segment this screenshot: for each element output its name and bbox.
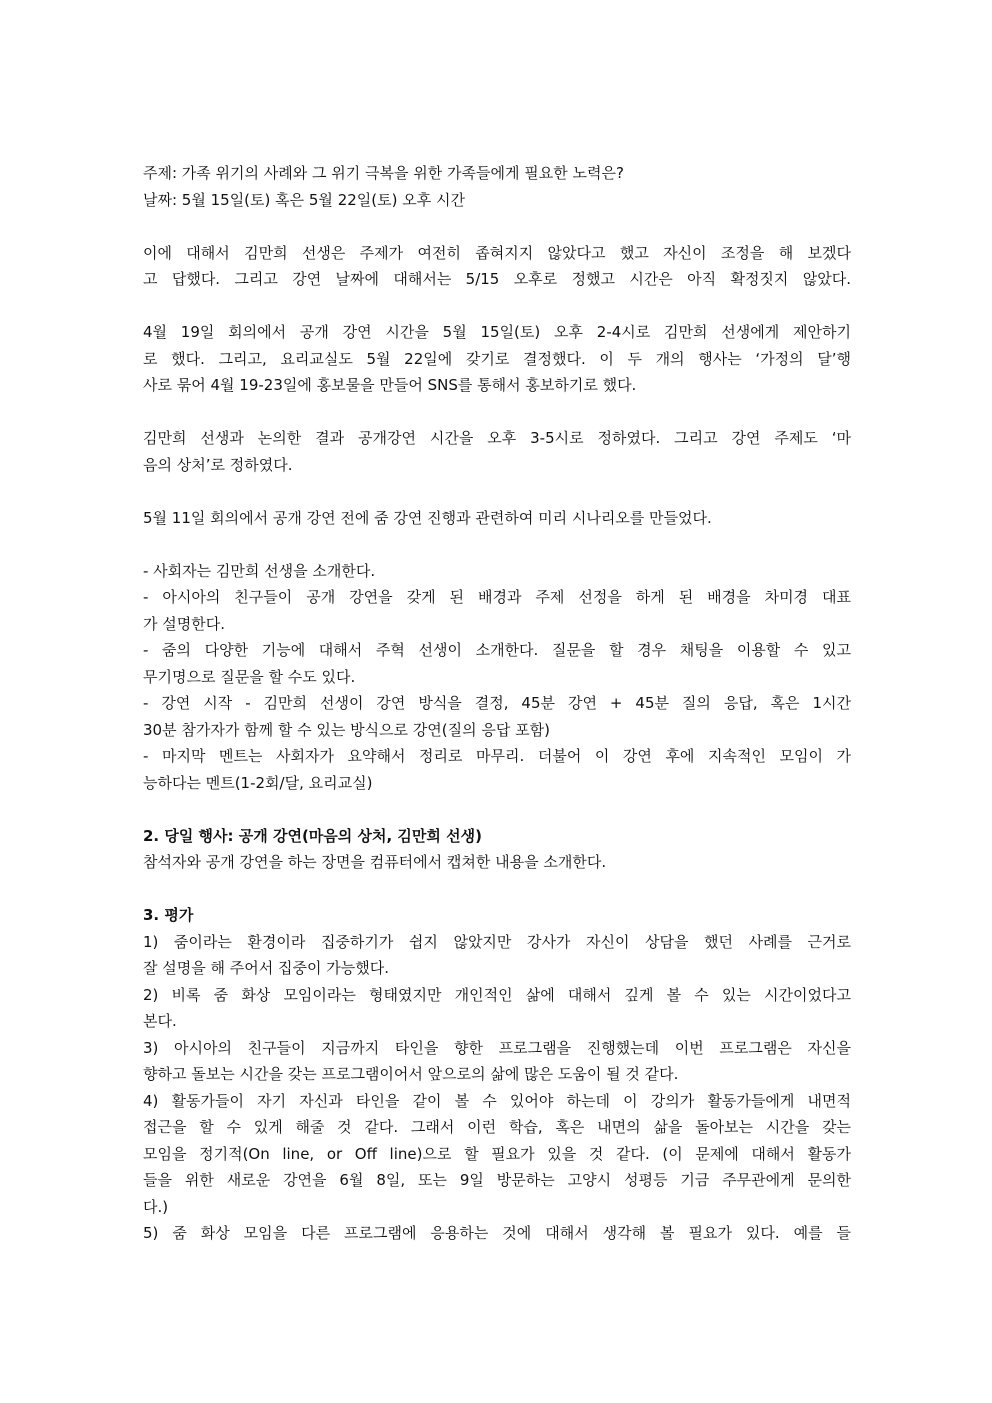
text-line: - 강연 시작 - 김만희 선생이 강연 방식을 결정, 45분 강연 + 45분 질의 응답, 혹은 1시간 [143, 694, 851, 712]
text-line: 이에 대해서 김만희 선생은 주제가 여전히 좁혀지지 않았다고 했고 자신이 조정을 해 보겠다 [143, 243, 851, 262]
paragraph-response [143, 240, 851, 293]
text-line: 잘 설명을 해 주어서 집중이 가능했다. [143, 959, 389, 977]
text-line: 4) 활동가들이 자기 자신과 타인을 같이 볼 수 있어야 하는데 이 강의가 활동가들에게 내면적 [143, 1091, 851, 1110]
spacer [143, 399, 851, 426]
text-line: - 줌의 다양한 기능에 대해서 주혁 선생이 소개한다. 질문을 할 경우 채팅을 이용할 수 있고 [143, 641, 851, 659]
section-evaluation [143, 902, 851, 1247]
text-line: 음의 상처’로 정하였다. [143, 455, 293, 474]
text-line: - 사회자는 김만희 선생을 소개한다. [143, 561, 376, 580]
text-line: 접근을 할 수 있게 해줄 것 같다. 그래서 이런 학습, 혹은 내면의 삶을 돌아보는 시간을 갖는 [143, 1118, 851, 1136]
spacer [143, 293, 851, 320]
text-line: 김만희 선생과 논의한 결과 공개강연 시간을 오후 3-5시로 정하였다. 그리고 강연 주제도 ‘마 [143, 429, 851, 447]
text-line: 능하다는 멘트(1-2회/달, 요리교실) [143, 773, 373, 792]
evaluation-item [143, 1220, 851, 1247]
evaluation-item [143, 982, 851, 1035]
spacer [143, 796, 851, 823]
scenario-item [143, 743, 851, 796]
text-line: 5) 줌 화상 모임을 다른 프로그램에 응용하는 것에 대해서 생각해 볼 필요가 있다. 예를 들 [143, 1224, 851, 1242]
scenario-item [143, 637, 851, 690]
section-heading: 3. 평가 [143, 906, 194, 924]
text-line: 무기명으로 질문을 할 수도 있다. [143, 667, 356, 686]
spacer [143, 531, 851, 558]
scenario-item [143, 690, 851, 743]
spacer [143, 478, 851, 505]
text-line: 날짜: 5월 15일(토) 혹은 5월 22일(토) 오후 시간 [143, 190, 465, 209]
text-line: 1) 줌이라는 환경이라 집중하기가 쉽지 않았지만 강사가 자신이 상담을 했던 사례를 근거로 [143, 932, 851, 951]
text-line: 가 설명한다. [143, 614, 225, 633]
text-line: 사로 묶어 4월 19-23일에 홍보물을 만들어 SNS를 통해서 홍보하기로 했다. [143, 376, 637, 394]
section-heading: 2. 당일 행사: 공개 강연(마음의 상처, 김만희 선생) [143, 826, 482, 845]
text-line: 다.) [143, 1197, 169, 1216]
scenario-item [143, 558, 851, 585]
text-line: 모임을 정기적(On line, or Off line)으로 할 필요가 있을 것 같다. (이 문제에 대해서 활동가 [143, 1144, 851, 1163]
evaluation-item [143, 1035, 851, 1088]
paragraph-discussion-result [143, 425, 851, 478]
text-line: 2) 비록 줌 화상 모임이라는 형태였지만 개인적인 삶에 대해서 깊게 볼 수 있는 시간이었다고 [143, 985, 851, 1004]
evaluation-item [143, 1088, 851, 1221]
text-line: 들을 위한 새로운 강연을 6월 8일, 또는 9일 방문하는 고양시 성평등 기금 주무관에게 문의한 [143, 1171, 851, 1189]
topic-line [143, 160, 851, 187]
text-line: 향하고 돌보는 시간을 갖는 프로그램이어서 앞으로의 삶에 많은 도움이 될 것 같다. [143, 1065, 679, 1083]
text-line: 고 답했다. 그리고 강연 날짜에 대해서는 5/15 오후로 정했고 시간은 아직 확정짓지 않았다. [143, 270, 851, 288]
text-line: 4월 19일 회의에서 공개 강연 시간을 5월 15일(토) 오후 2-4시로 김만희 선생에게 제안하기 [143, 323, 851, 341]
spacer [143, 213, 851, 240]
text-line: - 아시아의 친구들이 공개 강연을 갖게 된 배경과 주제 선정을 하게 된 배경을 차미경 대표 [143, 588, 851, 606]
spacer [143, 876, 851, 903]
evaluation-item [143, 929, 851, 982]
paragraph-april-meeting [143, 319, 851, 399]
text-line: 본다. [143, 1012, 177, 1030]
text-line: 참석자와 공개 강연을 하는 장면을 컴퓨터에서 캡쳐한 내용을 소개한다. [143, 853, 607, 871]
text-line: 주제: 가족 위기의 사례와 그 위기 극복을 위한 가족들에게 필요한 노력은? [143, 164, 624, 182]
section-event-day [143, 823, 851, 876]
text-line: - 마지막 멘트는 사회자가 요약해서 정리로 마무리. 더불어 이 강연 후에 지속적인 모임이 가 [143, 747, 851, 765]
paragraph-may-meeting [143, 505, 851, 532]
scenario-item [143, 584, 851, 637]
text-line: 30분 참가자가 함께 할 수 있는 방식으로 강연(질의 응답 포함) [143, 720, 550, 739]
text-line: 3) 아시아의 친구들이 지금까지 타인을 향한 프로그램을 진행했는데 이번 프로그램은 자신을 [143, 1038, 851, 1057]
document-page [143, 160, 851, 1247]
date-line [143, 187, 851, 214]
text-line: 5월 11일 회의에서 공개 강연 전에 줌 강연 진행과 관련하여 미리 시나리오를 만들었다. [143, 508, 712, 527]
scenario-list [143, 558, 851, 797]
text-line: 로 했다. 그리고, 요리교실도 5월 22일에 갖기로 결정했다. 이 두 개의 행사는 ‘가정의 달’행 [143, 349, 851, 368]
